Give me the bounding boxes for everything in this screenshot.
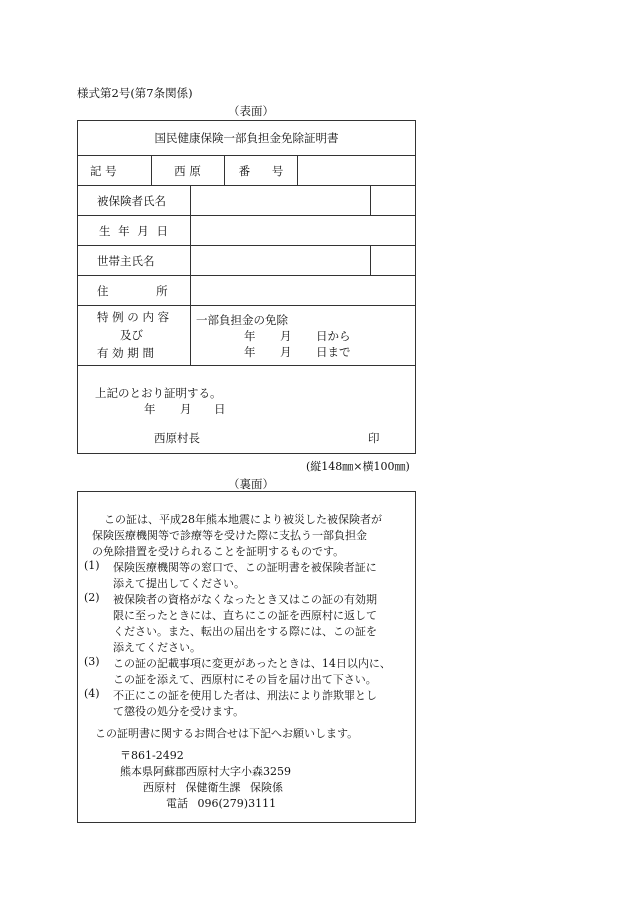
item-2-number: (2) — [84, 591, 100, 604]
divider — [77, 365, 416, 366]
front-side-label: （表面） — [228, 104, 274, 118]
special-label-line2: 及び — [120, 328, 143, 342]
item-3-number: (3) — [84, 655, 100, 668]
postal-code: 〒861-2492 — [120, 749, 184, 762]
from-year: 年 — [244, 329, 256, 343]
item-1-line: 添えて提出してください。 — [113, 577, 245, 590]
divider — [190, 185, 191, 365]
issuer-name: 西原村長 — [154, 431, 200, 445]
item-4-line: て懲役の処分を受けます。 — [113, 705, 245, 718]
item-1-number: (1) — [84, 559, 100, 572]
divider — [297, 155, 298, 185]
inquiry-note: この証明書に関するお問合せは下記へお願いします。 — [95, 727, 359, 740]
address-label: 住 所 — [97, 284, 168, 298]
back-side-label: （裏面） — [228, 477, 274, 491]
householder-name-label: 世帯主氏名 — [97, 254, 155, 268]
item-2-line: 被保険者の資格がなくなったとき又はこの証の有効期 — [113, 593, 377, 606]
to-month: 月 — [280, 345, 292, 359]
insured-name-label: 被保険者氏名 — [97, 194, 166, 208]
size-note: (縦148㎜×横100㎜) — [306, 460, 410, 473]
item-4-number: (4) — [84, 687, 100, 700]
special-label-line3: 有 効 期 間 — [97, 346, 154, 360]
contact-department: 西原村 保健衛生課 保険係 — [143, 781, 283, 794]
certify-day: 日 — [214, 402, 226, 416]
intro-line-3: の免除措置を受けられることを証明するものです。 — [92, 545, 345, 558]
exemption-title: 一部負担金の免除 — [196, 313, 288, 327]
certify-statement: 上記のとおり証明する。 — [95, 386, 222, 400]
from-day: 日から — [316, 329, 351, 343]
item-3-line: この証の記載事項に変更があったときは、14日以内に、 — [113, 657, 391, 670]
item-2-line: ください。また、転出の届出をする際には、この証を — [113, 625, 377, 638]
divider — [77, 305, 416, 306]
divider — [77, 215, 416, 216]
certify-year: 年 — [144, 402, 156, 416]
divider — [370, 185, 371, 215]
divider — [77, 245, 416, 246]
to-year: 年 — [244, 345, 256, 359]
intro-line-1: この証は、平成28年熊本地震により被災した被保険者が — [104, 513, 382, 526]
intro-line-2: 保険医療機関等で診療等を受けた際に支払う一部負担金 — [92, 529, 367, 542]
to-day: 日まで — [316, 345, 351, 359]
item-2-line: 添えてください。 — [113, 641, 201, 654]
symbol-label: 記 号 — [90, 164, 117, 178]
certify-month: 月 — [180, 402, 192, 416]
form-number: 様式第2号(第7条関係) — [77, 86, 193, 100]
divider — [77, 185, 416, 186]
certificate-title: 国民健康保険一部負担金免除証明書 — [154, 131, 339, 145]
divider — [77, 155, 416, 156]
symbol-value: 西 原 — [174, 164, 201, 178]
number-label: 番 号 — [238, 164, 284, 178]
item-3-line: この証を添えて、西原村にその旨を届け出て下さい。 — [113, 673, 377, 686]
contact-phone: 電話 096(279)3111 — [166, 797, 277, 810]
divider — [370, 245, 371, 275]
seal-mark: 印 — [368, 431, 380, 445]
divider — [77, 275, 416, 276]
item-2-line: 限に至ったときには、直ちにこの証を西原村に返して — [113, 609, 377, 622]
contact-address: 熊本県阿蘇郡西原村大字小森3259 — [120, 765, 291, 778]
divider — [224, 155, 225, 185]
item-1-line: 保険医療機関等の窓口で、この証明書を被保険者証に — [113, 561, 377, 574]
item-4-line: 不正にこの証を使用した者は、刑法により詐欺罪とし — [113, 689, 377, 702]
birth-date-label: 生 年 月 日 — [99, 224, 168, 238]
special-label-line1: 特 例 の 内 容 — [97, 310, 170, 324]
from-month: 月 — [280, 329, 292, 343]
